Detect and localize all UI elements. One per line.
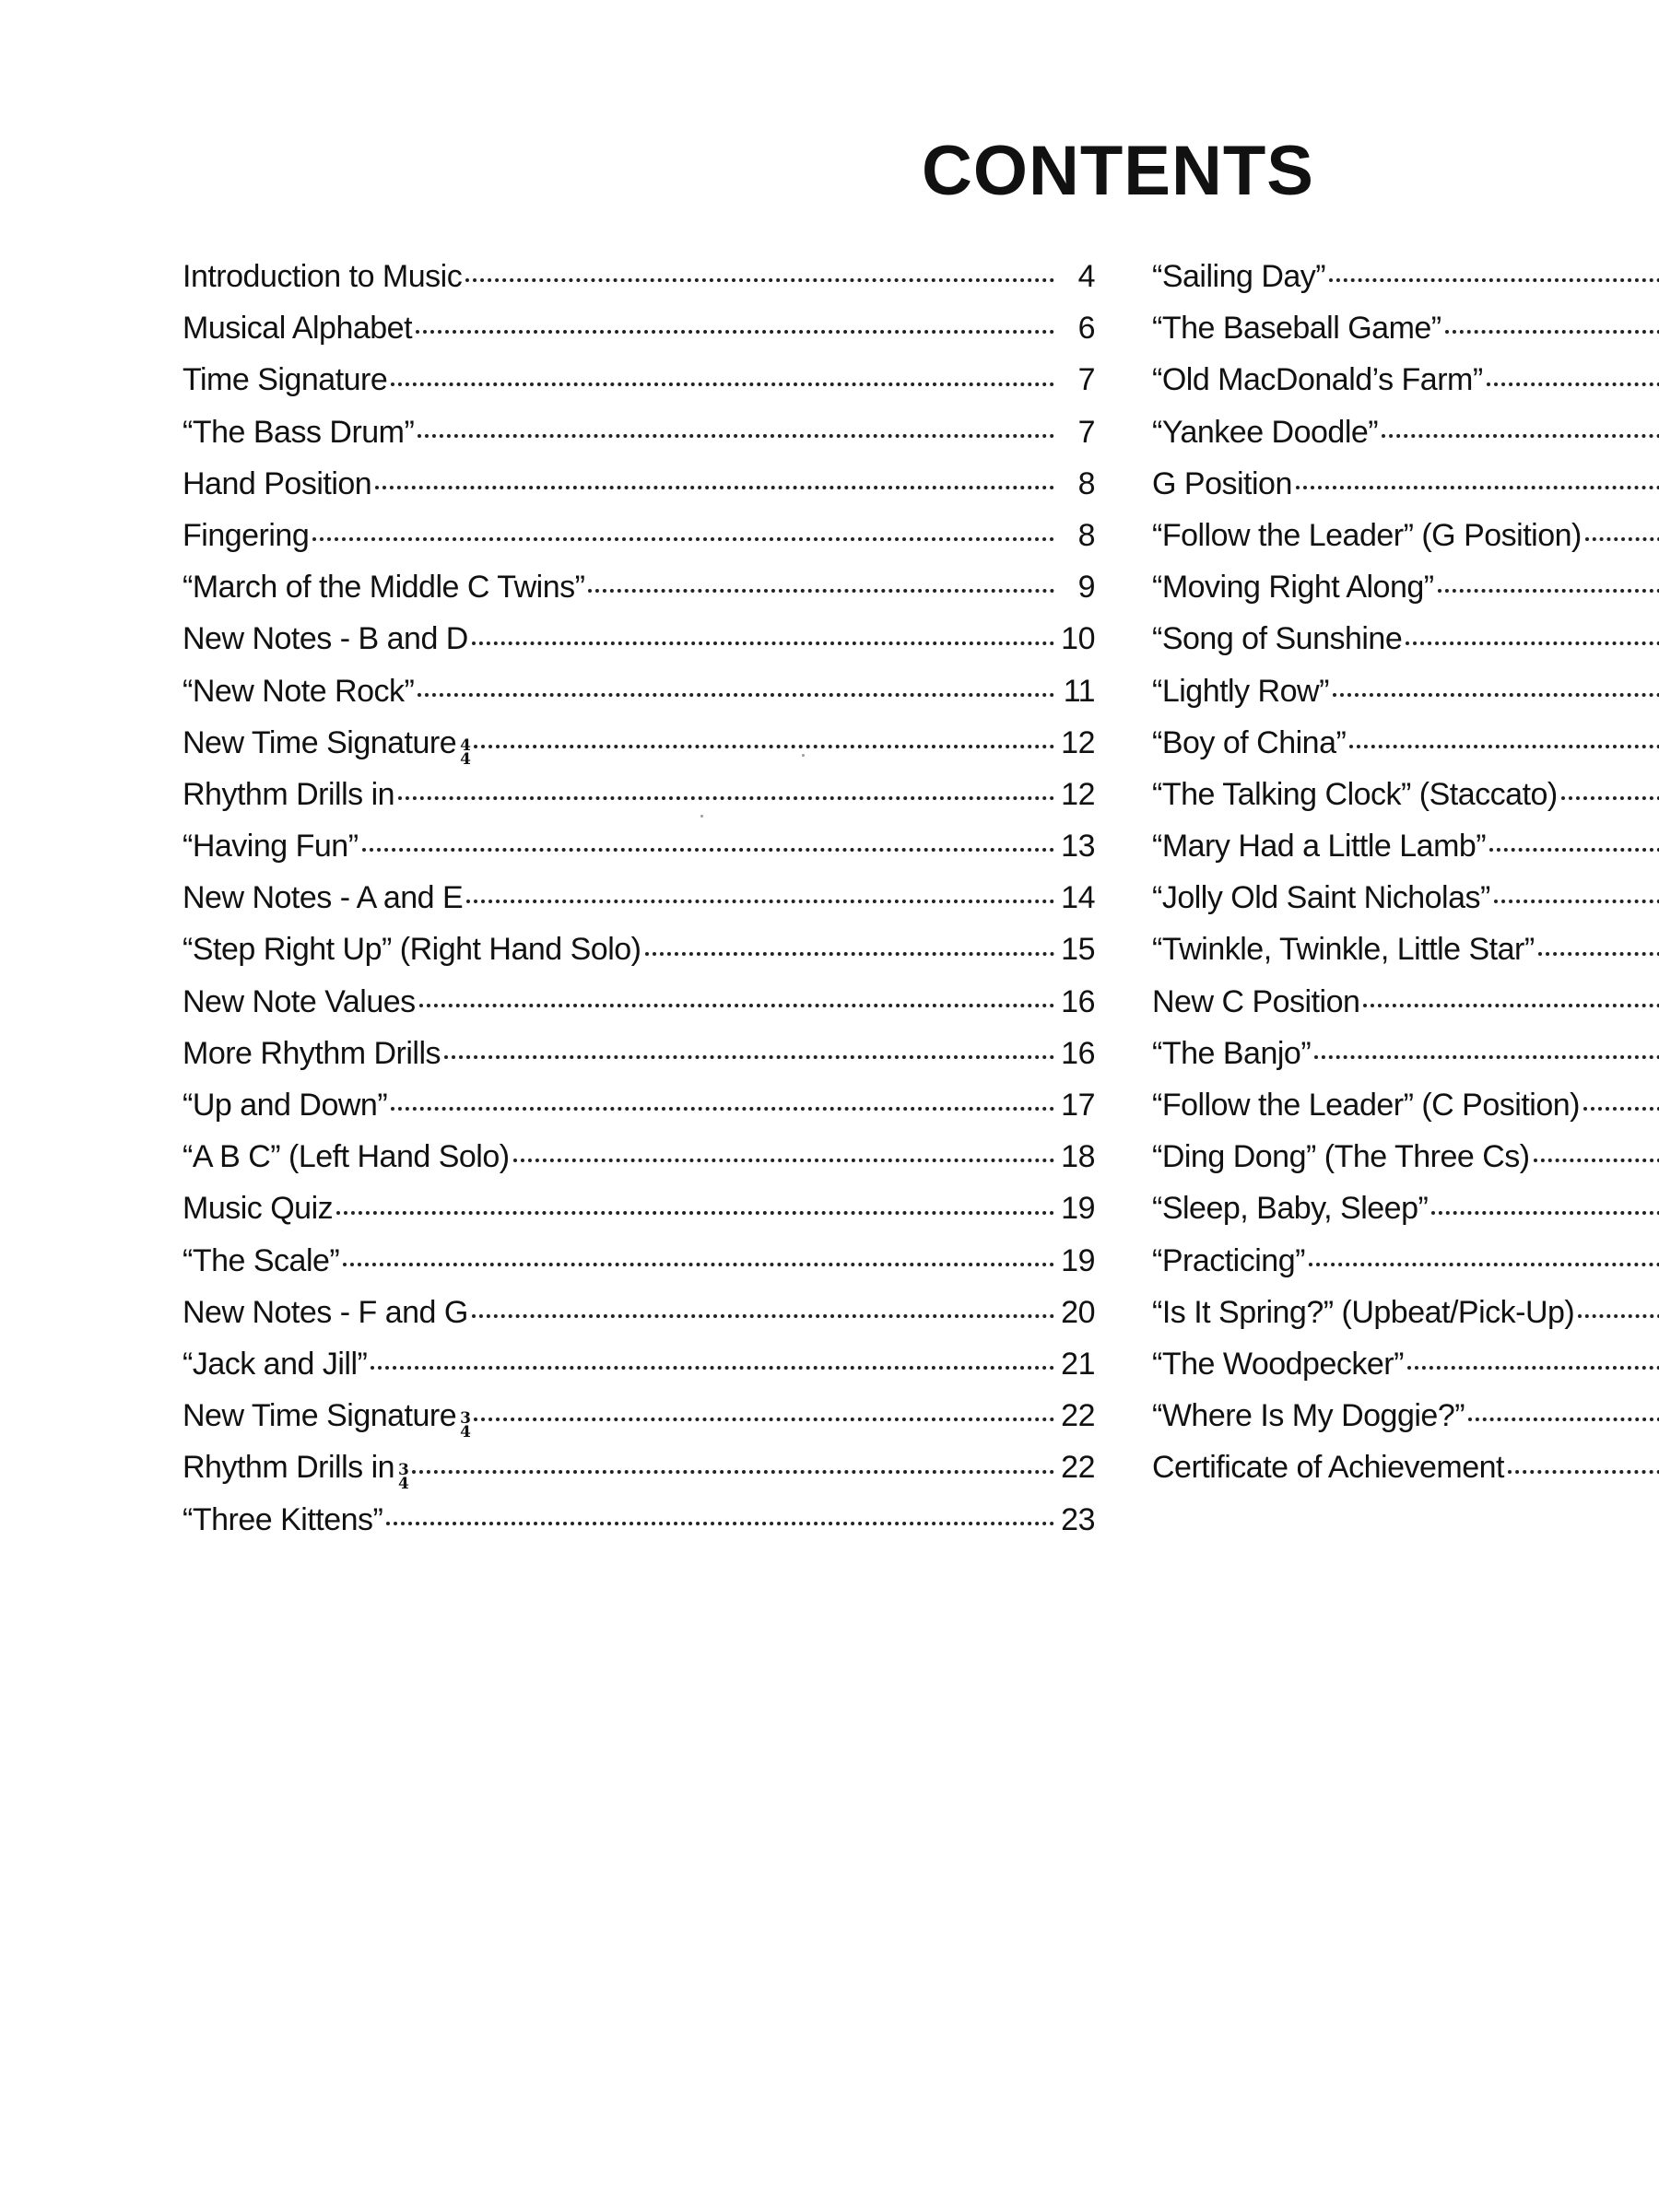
- page-title: CONTENTS: [922, 132, 1314, 210]
- toc-entry-page-number: 22: [1061, 1450, 1095, 1486]
- toc-entry: [1152, 717, 1659, 769]
- toc-entry-title: “Up and Down”: [182, 1088, 388, 1123]
- toc-entry-page-number: 6: [1077, 311, 1095, 347]
- toc-entry: [182, 613, 1095, 665]
- toc-entry-page-number: 10: [1061, 621, 1095, 657]
- toc-entry-page-number: 13: [1061, 829, 1095, 865]
- toc-entry-page-number: 15: [1061, 932, 1095, 968]
- toc-entry-title: Fingering: [182, 517, 310, 553]
- toc-entry-title: Hand Position: [182, 465, 372, 501]
- toc-entry: [182, 665, 1095, 717]
- toc-entry-title: Rhythm Drills in: [182, 1450, 395, 1486]
- toc-entry-title: New Time Signature: [182, 724, 457, 760]
- toc-entry-title: New Notes - F and G: [182, 1294, 468, 1330]
- time-signature-symbol: [460, 735, 471, 769]
- dot-leader: [418, 432, 1054, 438]
- toc-entry-title: Introduction to Music: [182, 259, 463, 294]
- toc-entry-title: “Boy of China”: [1152, 724, 1347, 760]
- dot-leader: [1583, 1105, 1659, 1111]
- toc-entry: [1152, 251, 1659, 302]
- dot-leader: [474, 743, 1054, 748]
- toc-entry-title: “Ding Dong” (The Three Cs): [1152, 1139, 1530, 1175]
- toc-entry-page-number: 14: [1061, 880, 1095, 916]
- dot-leader: [391, 381, 1054, 386]
- dot-leader: [1508, 1468, 1659, 1474]
- dot-leader: [312, 535, 1054, 541]
- toc-entry: [182, 458, 1095, 510]
- toc-entry: [1152, 302, 1659, 354]
- toc-entry-title: “Lightly Row”: [1152, 673, 1329, 709]
- toc-entry: [1152, 1441, 1659, 1493]
- toc-entry: [182, 717, 1095, 769]
- dot-leader: [1314, 1053, 1659, 1059]
- toc-entry-title: “Follow the Leader” (G Position): [1152, 517, 1582, 553]
- toc-entry-page-number: 17: [1061, 1088, 1095, 1123]
- toc-entry: [1152, 406, 1659, 458]
- dot-leader: [1431, 1209, 1659, 1215]
- dot-leader: [1349, 743, 1659, 748]
- toc-entry: [182, 872, 1095, 924]
- dot-leader: [472, 640, 1054, 645]
- toc-entry-page-number: 21: [1061, 1346, 1095, 1382]
- toc-entry: [182, 1441, 1095, 1493]
- time-signature-digit: 3: [398, 1461, 409, 1480]
- toc-entry-title: “The Scale”: [182, 1242, 340, 1278]
- toc-entry-title: “A B C” (Left Hand Solo): [182, 1139, 510, 1175]
- dot-leader: [1296, 484, 1659, 489]
- toc-entry-page-number: 12: [1061, 724, 1095, 760]
- toc-entry: [1152, 1028, 1659, 1079]
- toc-entry-title: “The Woodpecker”: [1152, 1346, 1404, 1382]
- time-signature-digit: 4: [460, 749, 471, 769]
- dot-leader: [391, 1105, 1054, 1111]
- toc-entry-title: “The Bass Drum”: [182, 414, 415, 450]
- toc-entry-title: “Sleep, Baby, Sleep”: [1152, 1191, 1429, 1227]
- toc-entry-title: “Sailing Day”: [1152, 259, 1326, 294]
- dot-leader: [472, 1312, 1054, 1318]
- toc-entry: [1152, 976, 1659, 1028]
- toc-entry: [1152, 1131, 1659, 1182]
- toc-entry: [182, 1338, 1095, 1390]
- dot-leader: [1333, 691, 1659, 697]
- toc-entry: [1152, 1182, 1659, 1234]
- toc-entry: [182, 1390, 1095, 1441]
- toc-entry: [1152, 613, 1659, 665]
- toc-entry-page-number: 22: [1061, 1398, 1095, 1434]
- dot-leader: [416, 328, 1054, 334]
- dot-leader: [1445, 328, 1659, 334]
- dot-leader: [465, 276, 1054, 282]
- toc-entry: [1152, 924, 1659, 975]
- toc-entry: [1152, 1235, 1659, 1287]
- toc-entry-title: “Jolly Old Saint Nicholas”: [1152, 880, 1490, 916]
- toc-entry-title: “The Banjo”: [1152, 1035, 1312, 1071]
- toc-entry: [182, 354, 1095, 406]
- dot-leader: [412, 1468, 1054, 1474]
- toc-right-column: [1152, 251, 1659, 1494]
- dot-leader: [375, 484, 1054, 489]
- toc-entry-title: “The Baseball Game”: [1152, 311, 1441, 347]
- dot-leader: [1382, 432, 1659, 438]
- toc-entry: [182, 820, 1095, 872]
- dot-leader: [444, 1053, 1054, 1059]
- toc-entry-title: Time Signature: [182, 362, 388, 398]
- dot-leader: [371, 1364, 1054, 1370]
- toc-entry-title: G Position: [1152, 465, 1292, 501]
- dot-leader: [645, 950, 1054, 956]
- dot-leader: [386, 1520, 1054, 1525]
- toc-entry: [1152, 1287, 1659, 1338]
- toc-entry: [182, 1182, 1095, 1234]
- toc-entry-page-number: 7: [1077, 414, 1095, 450]
- toc-entry: [182, 1287, 1095, 1338]
- toc-entry: [1152, 354, 1659, 406]
- dot-leader: [1468, 1416, 1659, 1421]
- toc-entry-page-number: 19: [1061, 1191, 1095, 1227]
- scan-speck: [802, 754, 805, 757]
- toc-entry-title: “Having Fun”: [182, 829, 359, 865]
- time-signature-symbol: [460, 1409, 471, 1442]
- dot-leader: [398, 794, 1054, 800]
- dot-leader: [474, 1416, 1054, 1421]
- toc-entry: [182, 561, 1095, 613]
- toc-entry-title: “Three Kittens”: [182, 1501, 383, 1537]
- dot-leader: [1585, 535, 1659, 541]
- toc-entry-title: “Step Right Up” (Right Hand Solo): [182, 932, 641, 968]
- toc-entry-title: “Song of Sunshine: [1152, 621, 1403, 657]
- dot-leader: [1534, 1157, 1659, 1162]
- toc-entry-page-number: 16: [1061, 1035, 1095, 1071]
- toc-entry-title: “Mary Had a Little Lamb”: [1152, 829, 1487, 865]
- toc-entry-title: New C Position: [1152, 983, 1360, 1019]
- dot-leader: [1578, 1312, 1659, 1318]
- toc-entry: [1152, 820, 1659, 872]
- toc-entry: [182, 1131, 1095, 1182]
- dot-leader: [1487, 381, 1659, 386]
- toc-entry: [182, 1028, 1095, 1079]
- toc-entry: [1152, 665, 1659, 717]
- toc-entry: [182, 1235, 1095, 1287]
- toc-entry-title: “New Note Rock”: [182, 673, 415, 709]
- dot-leader: [1406, 640, 1659, 645]
- toc-entry: [1152, 458, 1659, 510]
- toc-entry-page-number: 7: [1077, 362, 1095, 398]
- toc-entry: [1152, 561, 1659, 613]
- time-signature-digit: 3: [460, 1409, 471, 1429]
- dot-leader: [1438, 587, 1659, 593]
- toc-entry-title: More Rhythm Drills: [182, 1035, 441, 1071]
- toc-entry: [182, 924, 1095, 975]
- toc-entry-title: “Old MacDonald’s Farm”: [1152, 362, 1483, 398]
- toc-entry: [1152, 1079, 1659, 1131]
- toc-entry-title: New Notes - A and E: [182, 880, 464, 916]
- toc-entry-title: “Follow the Leader” (C Position): [1152, 1088, 1580, 1123]
- time-signature-symbol: [398, 1461, 409, 1494]
- toc-entry: [182, 1079, 1095, 1131]
- toc-entry-page-number: 20: [1061, 1294, 1095, 1330]
- toc-entry-title: “Moving Right Along”: [1152, 570, 1434, 606]
- toc-entry: [182, 976, 1095, 1028]
- toc-entry-page-number: 18: [1061, 1139, 1095, 1175]
- toc-entry: [182, 1494, 1095, 1546]
- dot-leader: [1407, 1364, 1659, 1370]
- toc-entry-title: “Is It Spring?” (Upbeat/Pick-Up): [1152, 1294, 1575, 1330]
- toc-entry: [1152, 510, 1659, 561]
- toc-entry-title: Certificate of Achievement: [1152, 1450, 1504, 1486]
- toc-entry-page-number: 19: [1061, 1242, 1095, 1278]
- dot-leader: [1489, 846, 1659, 852]
- toc-entry-page-number: 12: [1061, 776, 1095, 812]
- toc-entry-title: New Notes - B and D: [182, 621, 468, 657]
- toc-entry: [182, 769, 1095, 820]
- time-signature-digit: 4: [460, 735, 471, 755]
- toc-entry-title: “The Talking Clock” (Staccato): [1152, 776, 1558, 812]
- toc-entry-title: “Jack and Jill”: [182, 1346, 368, 1382]
- toc-entry-title: Rhythm Drills in: [182, 776, 395, 812]
- toc-entry: [182, 510, 1095, 561]
- dot-leader: [336, 1209, 1054, 1215]
- toc-entry-page-number: 16: [1061, 983, 1095, 1019]
- toc-entry: [182, 302, 1095, 354]
- toc-entry-page-number: 4: [1077, 259, 1095, 294]
- toc-entry-title: Music Quiz: [182, 1191, 334, 1227]
- dot-leader: [1494, 898, 1659, 903]
- toc-entry: [1152, 1390, 1659, 1441]
- toc-entry: [182, 406, 1095, 458]
- dot-leader: [588, 587, 1054, 593]
- dot-leader: [1561, 794, 1659, 800]
- dot-leader: [513, 1157, 1054, 1162]
- toc-entry-title: “Twinkle, Twinkle, Little Star”: [1152, 932, 1535, 968]
- toc-entry-page-number: 8: [1077, 517, 1095, 553]
- dot-leader: [419, 1002, 1054, 1007]
- toc-entry: [1152, 769, 1659, 820]
- toc-entry-title: “Yankee Doodle”: [1152, 414, 1379, 450]
- dot-leader: [466, 898, 1054, 903]
- time-signature-digit: 4: [398, 1475, 409, 1494]
- dot-leader: [362, 846, 1054, 852]
- toc-entry-title: “March of the Middle C Twins”: [182, 570, 585, 606]
- dot-leader: [343, 1261, 1054, 1266]
- scan-speck: [700, 815, 703, 818]
- toc-entry-title: “Practicing”: [1152, 1242, 1305, 1278]
- dot-leader: [1538, 950, 1659, 956]
- toc-left-column: [182, 251, 1095, 1546]
- dot-leader: [1329, 276, 1659, 282]
- toc-entry-title: Musical Alphabet: [182, 311, 413, 347]
- toc-entry-title: “Where Is My Doggie?”: [1152, 1398, 1465, 1434]
- toc-entry: [1152, 872, 1659, 924]
- toc-entry-page-number: 8: [1077, 465, 1095, 501]
- dot-leader: [1363, 1002, 1659, 1007]
- toc-entry-page-number: 9: [1077, 570, 1095, 606]
- time-signature-digit: 4: [460, 1423, 471, 1442]
- toc-entry-title: New Time Signature: [182, 1398, 457, 1434]
- toc-entry: [1152, 1338, 1659, 1390]
- toc-entry-page-number: 11: [1063, 673, 1095, 709]
- dot-leader: [418, 691, 1054, 697]
- toc-entry: [182, 251, 1095, 302]
- toc-entry-title: New Note Values: [182, 983, 416, 1019]
- toc-entry-page-number: 23: [1061, 1501, 1095, 1537]
- dot-leader: [1309, 1261, 1659, 1266]
